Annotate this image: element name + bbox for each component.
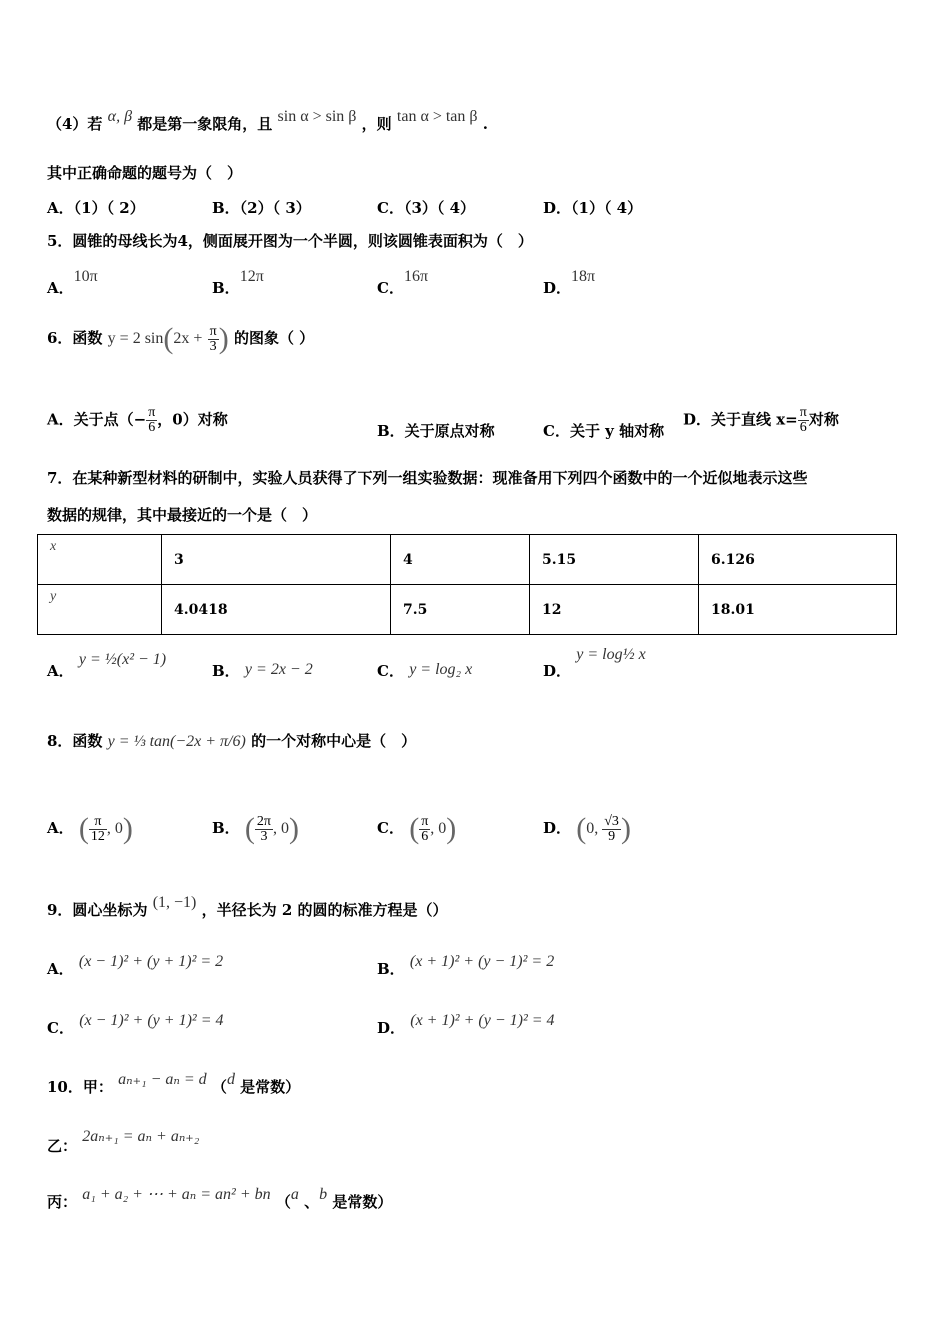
q9-option-d: D． (x + 1)² + (y − 1)² = 4 <box>377 1012 555 1037</box>
q7-stem-line2: 数据的规律，其中最接近的一个是（ ） <box>47 506 318 524</box>
q4-vars: α, β <box>107 108 133 125</box>
q7-option-b: B． y = 2x − 2 <box>212 661 313 680</box>
q4-prompt: 其中正确命题的题号为（ ） <box>47 164 243 182</box>
q9-option-b: B． (x + 1)² + (y − 1)² = 2 <box>377 953 555 978</box>
q4-statement: （4）若 α, β 都是第一象限角，且 sin α > sin β ，则 tan α > tan β . <box>47 108 489 133</box>
q10-jia: 10．甲： aₙ₊₁ − aₙ = d （d 是常数） <box>47 1071 301 1096</box>
q8-stem: 8．函数 y = ⅓ tan(−2x + π/6) 的一个对称中心是（ ） <box>47 732 417 750</box>
q8-option-a: A． ( $\frac{\pi}{12}$ , 0) <box>47 812 133 845</box>
table-row: x 3 4 5.15 6.126 <box>38 535 897 585</box>
q8-option-c: C． ( $\frac{\pi}{6}$ , 0) <box>377 812 457 845</box>
table-row: y 4.0418 7.5 12 18.01 <box>38 585 897 635</box>
q5-option-d: D．18π <box>543 268 596 297</box>
q4-conclusion: tan α > tan β <box>396 108 478 125</box>
q6-fraction: $\frac{\pi}{3}$ <box>209 323 217 354</box>
q6-stem: 6．函数 y = 2 sin(2x + $\frac{\pi}{3}$ ) 的图象（ ） <box>47 322 315 355</box>
q10-bing: 丙： a₁ + a₂ + ⋯ + aₙ = an² + bn （a 、b 是常数） <box>47 1186 393 1211</box>
q7-data-table <box>37 534 897 635</box>
q5-option-b: B．12π <box>212 268 264 297</box>
q7-option-d: D． y = log½ x <box>543 646 646 680</box>
q4-option-c: C．（3）（ 4） <box>377 199 476 217</box>
q8-option-d: D． (0, $\frac{√3}{9}$ ) <box>543 812 631 845</box>
q5-option-c: C．16π <box>377 268 429 297</box>
q4-option-b: B．（2）（ 3） <box>212 199 311 217</box>
q10-yi: 乙： 2aₙ₊₁ = aₙ + aₙ₊₂ <box>47 1128 200 1155</box>
q7-option-a: A． y = ½(x² − 1) <box>47 651 167 680</box>
q9-option-a: A． (x − 1)² + (y + 1)² = 2 <box>47 953 224 978</box>
q5-option-a: A．10π <box>47 268 98 297</box>
q6-option-b: B．关于原点对称 <box>377 422 495 440</box>
q4-condition: sin α > sin β <box>277 108 357 125</box>
q6-option-d: D．关于直线 x= $\frac{\pi}{6}$ 对称 <box>683 405 839 435</box>
q6-option-a: A．关于点（− $\frac{\pi}{6}$ ，0）对称 <box>47 405 228 435</box>
q8-option-b: B． ( $\frac{2\pi}{3}$ , 0) <box>212 812 299 845</box>
q5-stem: 5．圆锥的母线长为4，侧面展开图为一个半圆，则该圆锥表面积为（ ） <box>47 232 533 250</box>
q4-option-a: A．（1）（ 2） <box>47 199 145 217</box>
q4-option-d: D．（1）（ 4） <box>543 199 643 217</box>
q7-option-c: C． y = log₂ x <box>377 661 473 680</box>
q7-stem-line1: 7．在某种新型材料的研制中，实验人员获得了下列一组实验数据：现准备用下列四个函数中的一个近似地表示这些 <box>47 469 808 487</box>
q9-option-c: C． (x − 1)² + (y + 1)² = 4 <box>47 1012 224 1037</box>
q9-stem: 9．圆心坐标为 (1, −1) ，半径长为 2 的圆的标准方程是（） <box>47 894 448 919</box>
q6-option-c: C．关于 y 轴对称 <box>543 422 665 440</box>
